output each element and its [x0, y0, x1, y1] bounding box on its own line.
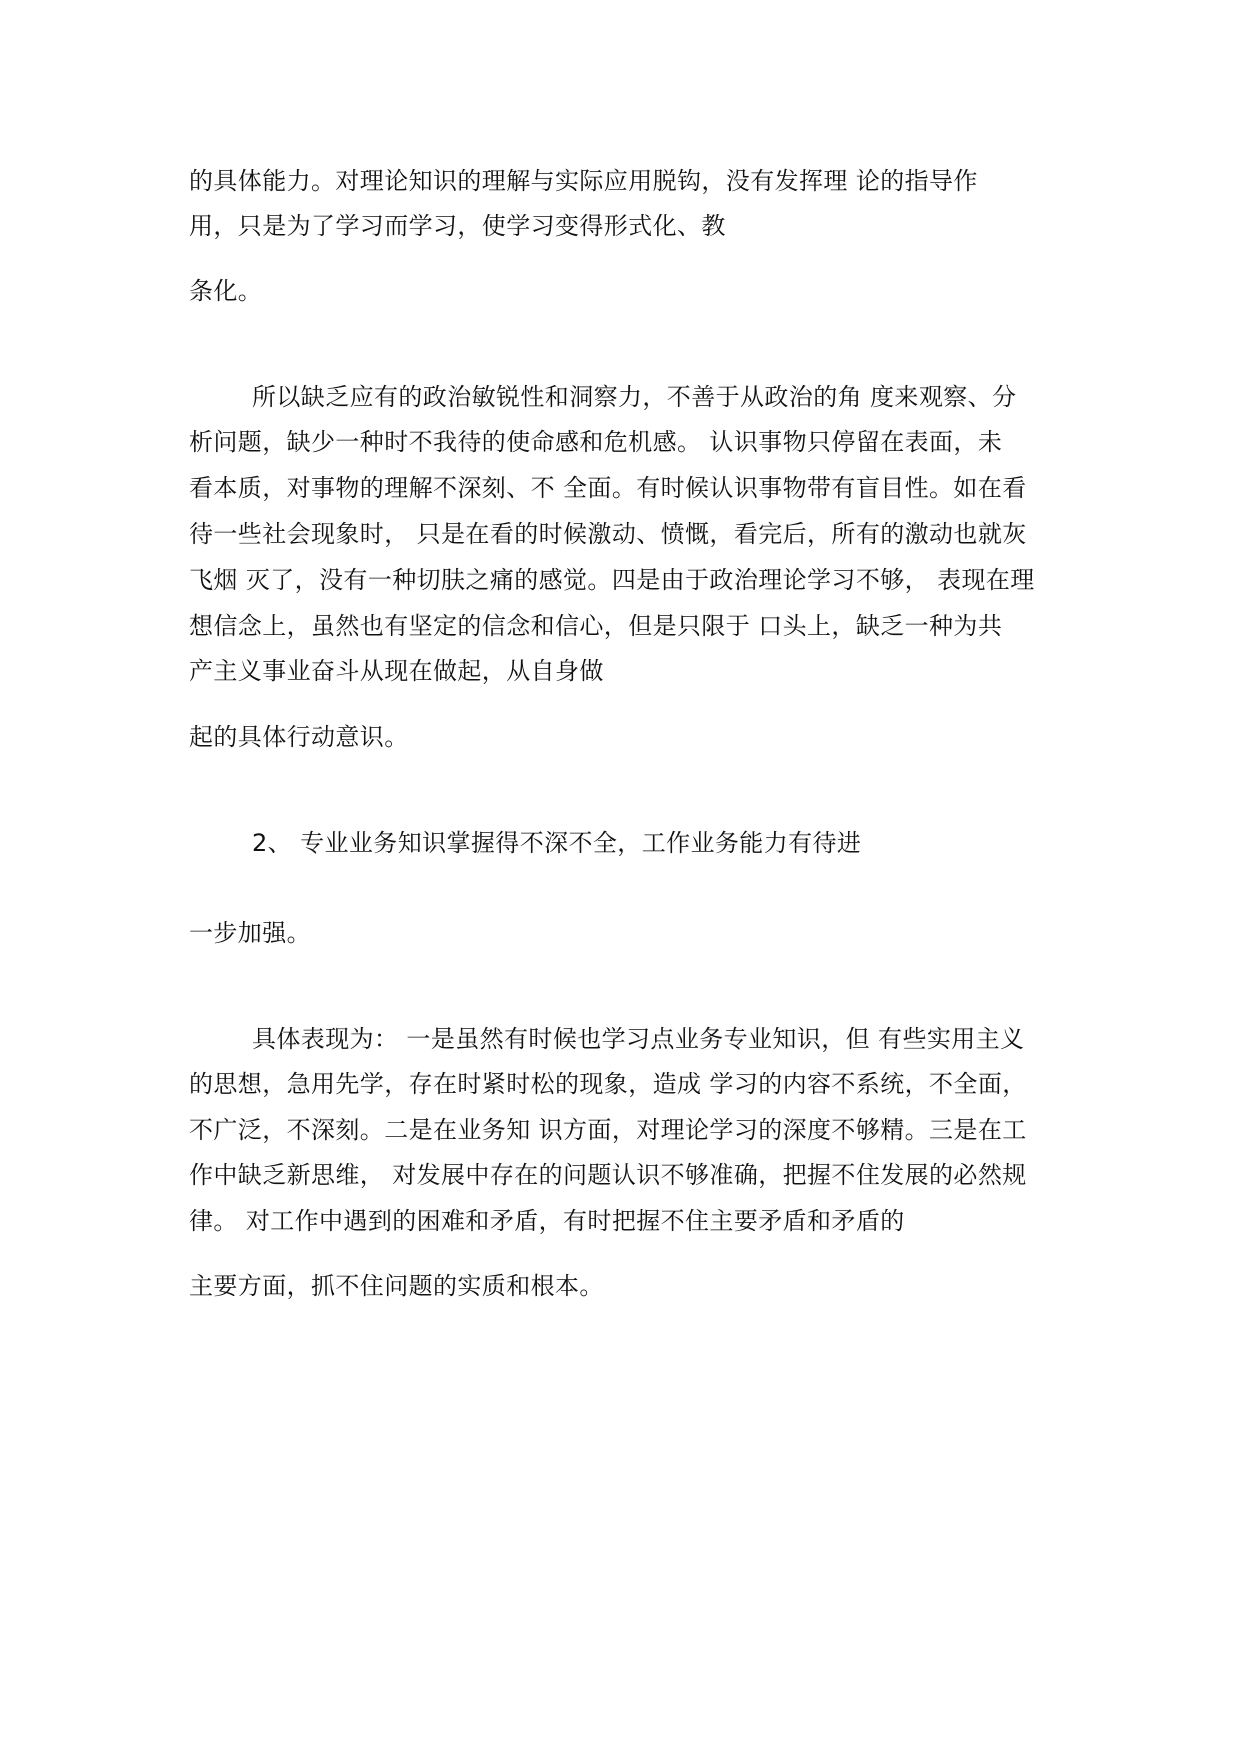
paragraph-2-tail: 起的具体行动意识。	[189, 723, 409, 751]
paragraph-4-line-4: 作中缺乏新思维， 对发展中存在的问题认识不够准确，把握不住发展的必然规	[189, 1161, 1027, 1189]
paragraph-1-line-2: 用，只是为了学习而学习，使学习变得形式化、教	[189, 212, 726, 240]
paragraph-4-line-5: 律。 对工作中遇到的困难和矛盾，有时把握不住主要矛盾和矛盾的	[189, 1207, 905, 1235]
paragraph-1-line-1: 的具体能力。对理论知识的理解与实际应用脱钩，没有发挥理 论的指导作	[189, 167, 978, 195]
paragraph-4-tail: 主要方面，抓不住问题的实质和根本。	[189, 1272, 604, 1300]
paragraph-2-line-6: 想信念上，虽然也有坚定的信念和信心，但是只限于 口头上，缺乏一种为共	[189, 612, 1003, 640]
paragraph-4-line-3: 不广泛，不深刻。二是在业务知 识方面，对理论学习的深度不够精。三是在工	[189, 1116, 1027, 1144]
paragraph-1-tail: 条化。	[189, 277, 263, 305]
section-2-heading-tail: 一步加强。	[189, 919, 311, 947]
paragraph-2-line-2: 析问题，缺少一种时不我待的使命感和危机感。 认识事物只停留在表面，未	[189, 428, 1003, 456]
paragraph-2-line-7: 产主义事业奋斗从现在做起，从自身做	[189, 657, 604, 685]
paragraph-2-line-3: 看本质，对事物的理解不深刻、不 全面。有时候认识事物带有盲目性。如在看	[189, 474, 1027, 502]
paragraph-2-line-1: 所以缺乏应有的政治敏锐性和洞察力，不善于从政治的角 度来观察、分	[252, 383, 1017, 411]
section-2-heading: 2、 专业业务知识掌握得不深不全，工作业务能力有待进	[252, 829, 862, 857]
paragraph-2-line-5: 飞烟 灭了，没有一种切肤之痛的感觉。四是由于政治理论学习不够， 表现在理	[189, 566, 1035, 594]
paragraph-4-line-2: 的思想，急用先学，存在时紧时松的现象，造成 学习的内容不系统，不全面，	[189, 1070, 1027, 1098]
paragraph-2-line-4: 待一些社会现象时， 只是在看的时候激动、愤慨，看完后，所有的激动也就灰	[189, 520, 1027, 548]
paragraph-4-line-1: 具体表现为： 一是虽然有时候也学习点业务专业知识，但 有些实用主义	[252, 1025, 1025, 1053]
